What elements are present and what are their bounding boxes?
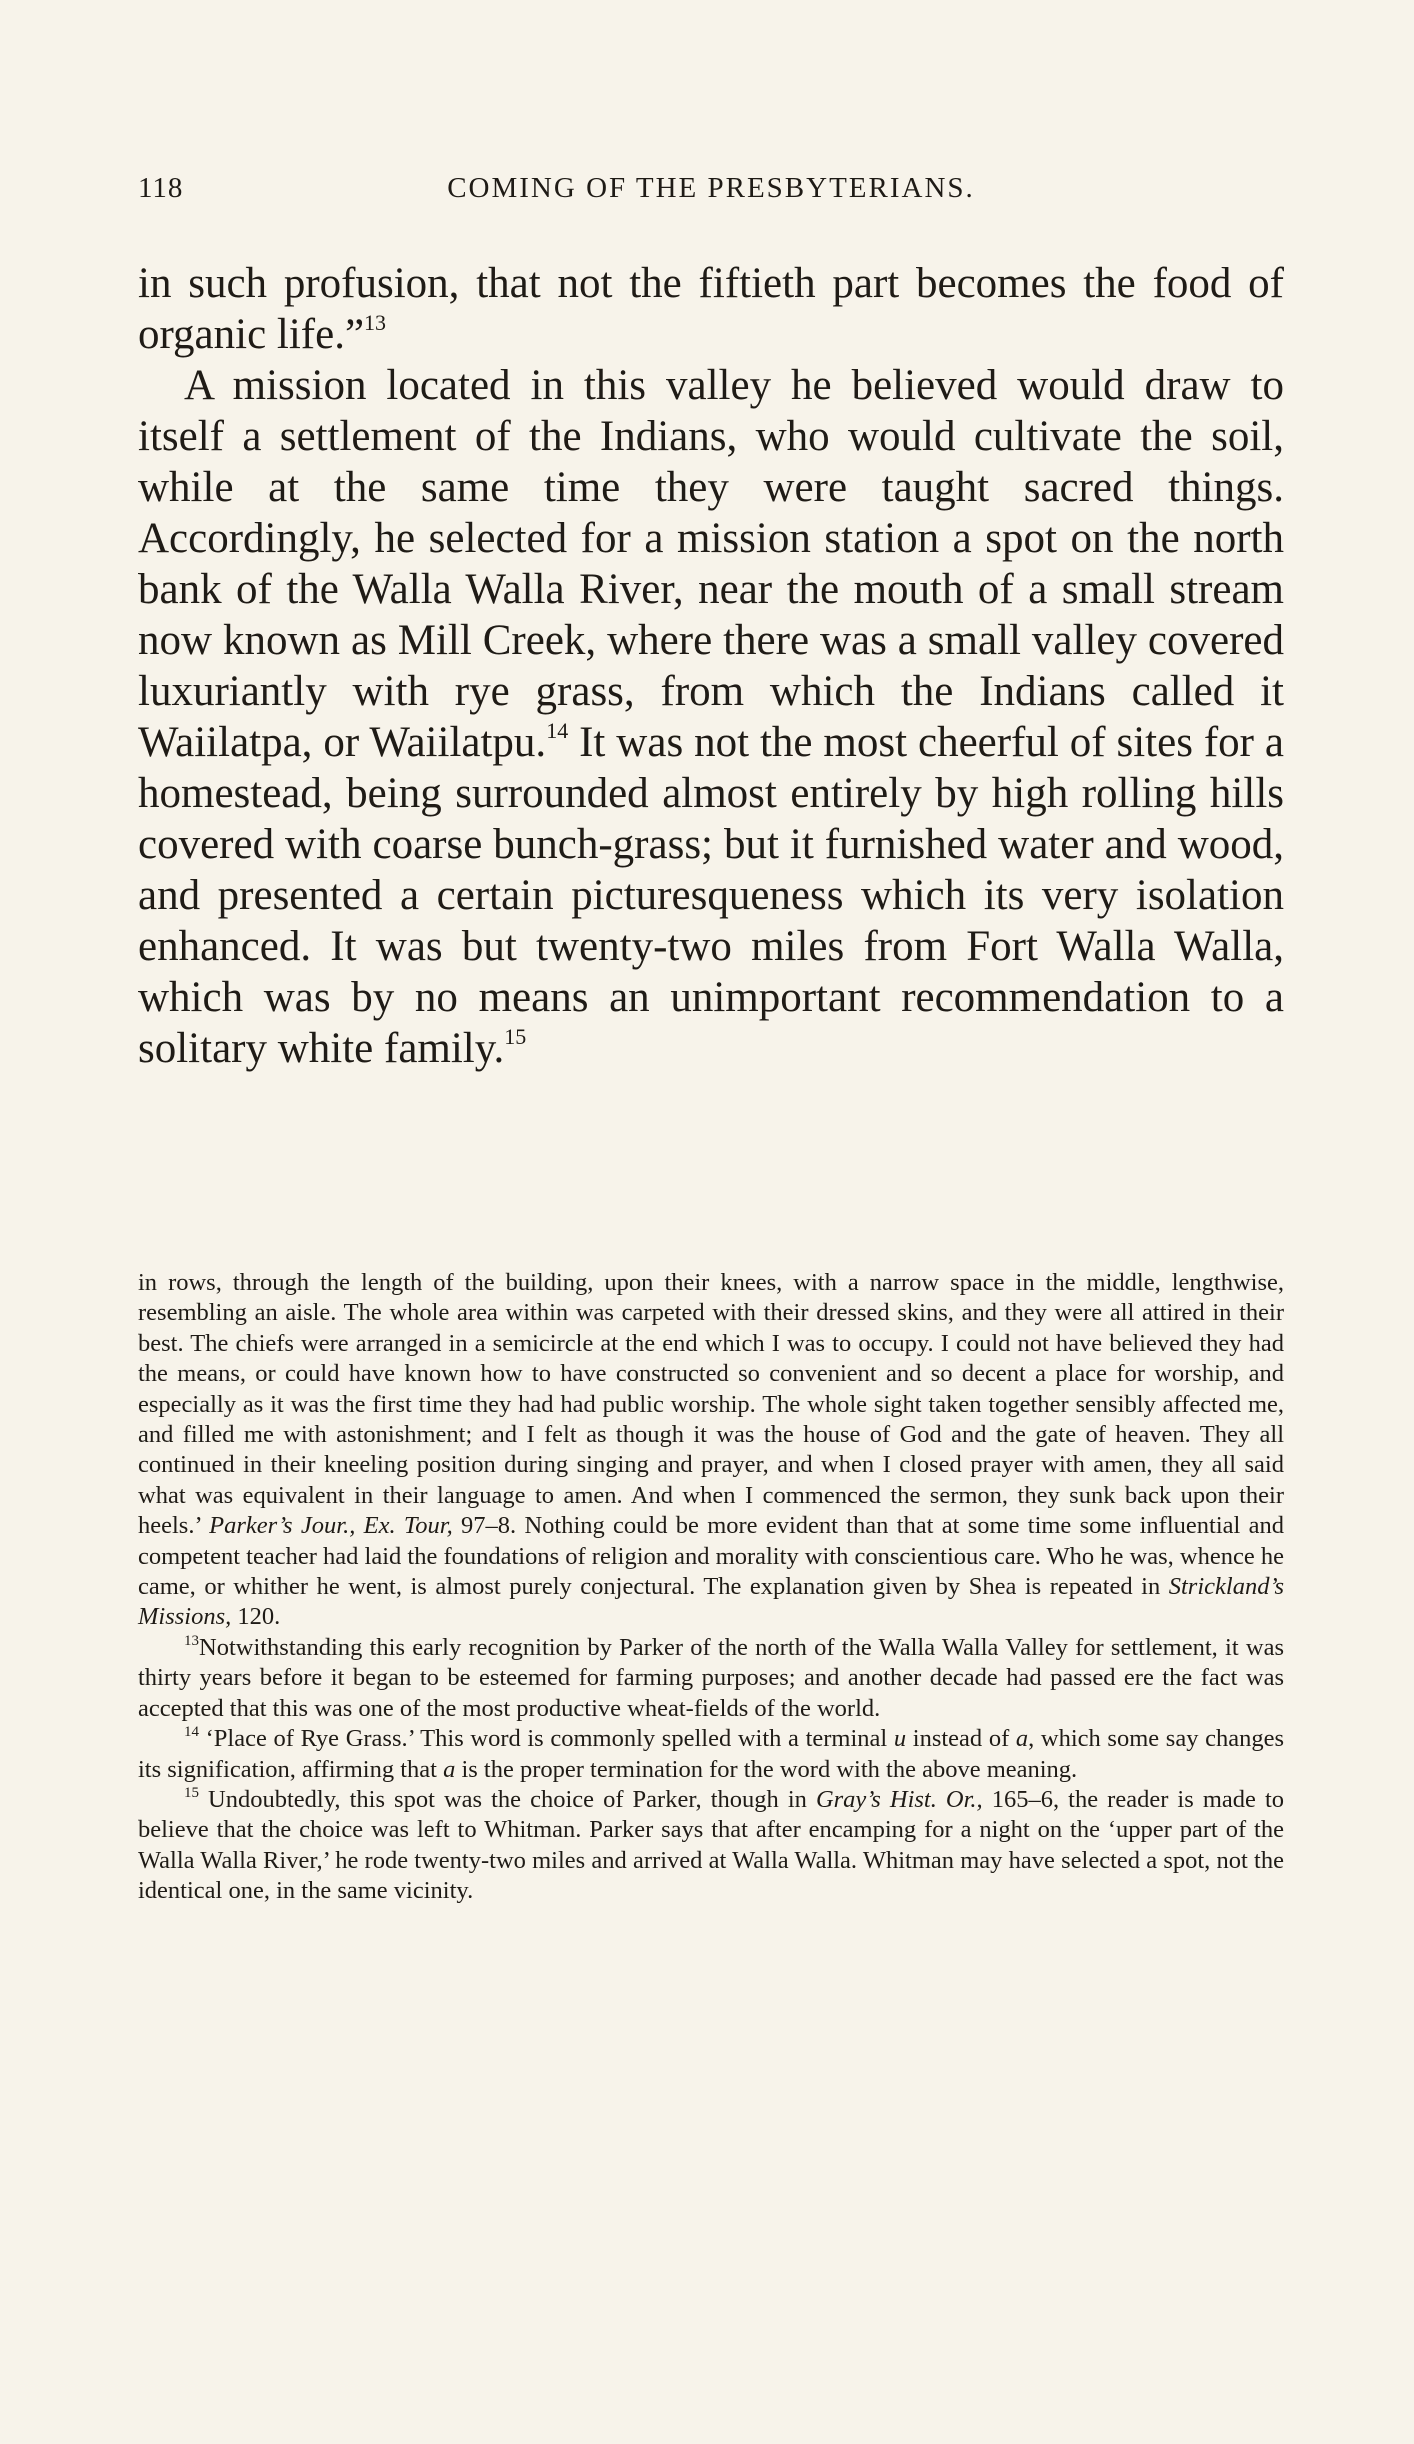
paragraph-mission xyxy=(138,360,1284,1074)
footnote-text: instead of xyxy=(906,1725,1016,1753)
book-page xyxy=(138,0,1284,2444)
page-number: 118 xyxy=(138,172,184,204)
footnote-number: 13 xyxy=(184,1632,199,1649)
footnote-text: 120. xyxy=(231,1603,281,1631)
footnote-text: Undoubtedly, this spot was the choice of Parker, though in xyxy=(199,1785,816,1813)
paragraph-text: in such profusion, that not the fiftieth part becomes the food of organic life.” xyxy=(138,260,1284,358)
running-title: COMING OF THE PRESBYTERIANS. xyxy=(447,172,975,204)
footnote-text: in rows, through the length of the building, upon their knees, with a narrow space in the middle, lengthwise, resembling an aisle. The whole area within was carpeted with their dressed skins, and they were all attired in their best. The chiefs were arranged in a semicircle at the end which I was to occupy. I could not have believed they had the means, or could have known how to have constructed so convenient and so decent a place for worship, and especially as it was the first time they had had public worship. The whole sight taken together sensibly affected me, and filled me with astonishment; and I felt as though it was the house of God and the gate of heaven. They all continued in their kneeling position during singing and prayer, and when I closed prayer with amen, they all said what was equivalent in their language to amen. And when I commenced the sermon, they sunk back upon their heels.’ xyxy=(138,1269,1284,1540)
citation: Parker’s Jour., Ex. Tour, xyxy=(209,1512,453,1540)
footnote-text: , which some say changes its signification, affirming that xyxy=(138,1725,1285,1783)
footnote-13 xyxy=(138,1633,1284,1724)
footnote-text: is the proper termination for the word with the above meaning. xyxy=(455,1755,1078,1783)
footnote-15 xyxy=(138,1785,1284,1907)
footnote-ref-14: 14 xyxy=(546,718,569,743)
footnote-text: 165–6, the reader is made to believe that the choice was left to Whitman. Parker says that after encamping for a night on the ‘upper part of the Walla Walla River,’ he rode twenty-two miles and arrived at Walla Walla. Whitman may have selected a spot, not the identical one, in the same vicinity. xyxy=(138,1785,1284,1905)
footnote-ref-13: 13 xyxy=(364,310,387,335)
footnotes xyxy=(138,1268,1284,1907)
paragraph-continuation xyxy=(138,258,1284,360)
citation: Gray’s Hist. Or., xyxy=(815,1785,983,1813)
italic-letter: a xyxy=(1015,1725,1029,1753)
citation: Strickland’s Missions, xyxy=(138,1573,1284,1631)
italic-letter: u xyxy=(893,1725,907,1753)
footnote-ref-15: 15 xyxy=(504,1024,527,1049)
footnote-text: ‘Place of Rye Grass.’ This word is commonly spelled with a terminal xyxy=(199,1725,894,1753)
footnote-continuation xyxy=(138,1268,1284,1633)
footnote-text: Notwithstanding this early recognition by Parker of the north of the Walla Walla Valley for settlement, it was thirty years before it began to be esteemed for farming purposes; and another decade had passed ere the fact was accepted that this was one of the most productive wheat-fields of the world. xyxy=(138,1633,1284,1722)
running-head xyxy=(138,172,1284,212)
paragraph-text: It was not the most cheerful of sites for a homestead, being surrounded almost entirely by high rolling hills covered with coarse bunch-grass; but it furnished water and wood, and presented a certain picturesqueness which its very isolation enhanced. It was but twenty-two miles from Fort Walla Walla, which was by no means an unimportant recommendation to a solitary white family. xyxy=(138,719,1285,1072)
footnote-number: 15 xyxy=(184,1784,199,1801)
footnote-text: 97–8. Nothing could be more evident than that at some time some influential and competent teacher had laid the foundations of religion and morality with conscientious care. Who he was, whence he came, or whither he went, is almost purely conjectural. The explanation given by Shea is repeated in xyxy=(138,1512,1284,1601)
main-text xyxy=(138,258,1284,1074)
footnote-number: 14 xyxy=(184,1724,199,1741)
footnote-14 xyxy=(138,1724,1284,1785)
italic-letter: a xyxy=(443,1755,456,1783)
paragraph-text: A mission located in this valley he believed would draw to itself a settlement of the Indians, who would cultivate the soil, while at the same time they were taught sacred things. Accordingly, he selected for a mission station a spot on the north bank of the Walla Walla River, near the mouth of a small stream now known as Mill Creek, where there was a small valley covered luxuriantly with rye grass, from which the Indians called it Waiilatpa, or Waiilatpu. xyxy=(138,362,1284,766)
